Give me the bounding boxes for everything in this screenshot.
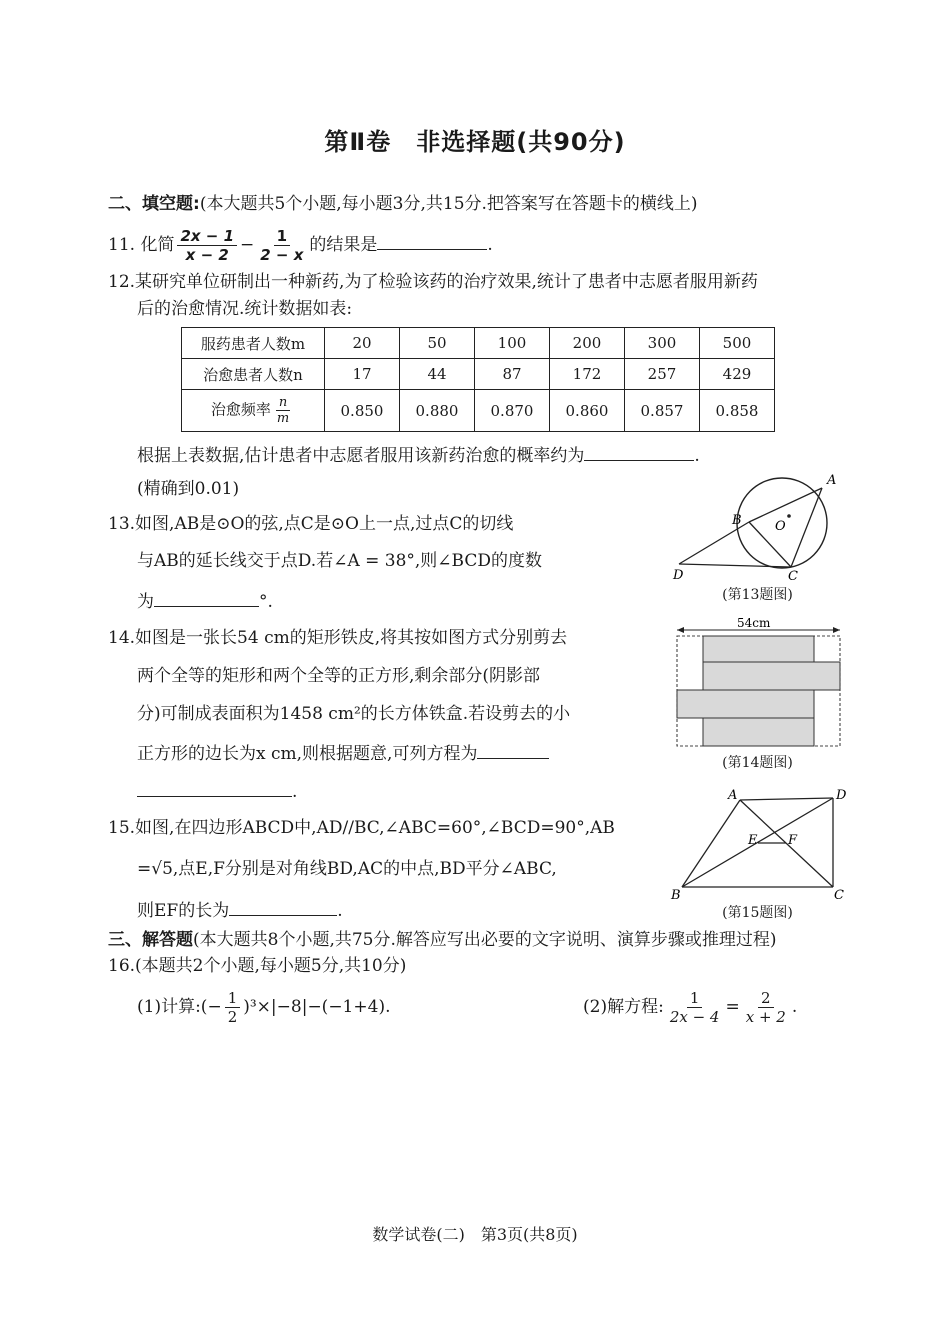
shaded-strip-3: [677, 690, 814, 718]
side-ab: [682, 800, 740, 887]
center-dot: [787, 514, 791, 518]
section3-heading: 三、解答题: [108, 930, 193, 950]
table-cell: 44: [400, 359, 475, 390]
q14-caption: (第14题图): [722, 755, 793, 771]
q11-f2-den: 2 − x: [260, 246, 304, 264]
q12-text-line1: 某研究单位研制出一种新药,为了检验该药的治疗效果,统计了患者中志愿者服用新药: [135, 272, 758, 292]
table-cell: 500: [700, 328, 775, 359]
label-a: A: [827, 473, 837, 488]
table-cell: 0.858: [700, 390, 775, 432]
label-c: C: [788, 569, 798, 584]
label-f: F: [788, 833, 798, 848]
q15-text-line2: =√5,点E,F分别是对角线BD,AC的中点,BD平分∠ABC,: [137, 859, 557, 879]
q15-line3-prefix: 则EF的长为: [137, 901, 230, 921]
section2-heading: 二、填空题:: [108, 194, 200, 214]
diagonal-bd: [682, 798, 833, 887]
q16-p1-fraction: [225, 989, 241, 1026]
segment-bd: [679, 522, 749, 564]
q16-number: 16.: [108, 956, 136, 976]
q13-text-line2: 与AB的延长线交于点D.若∠A = 38°,则∠BCD的度数: [137, 551, 542, 571]
q16-desc: (本题共2个小题,每小题5分,共10分): [135, 956, 407, 976]
q13-figure: [665, 468, 850, 603]
q16-p2-fraction-1: [667, 989, 723, 1026]
label-b: B: [732, 513, 742, 528]
q16-p2-f1-num: 1: [687, 989, 703, 1008]
row3-fraction: [274, 395, 292, 426]
table-cell: 172: [550, 359, 625, 390]
q15-number: 15.: [108, 818, 136, 838]
shaded-strip-4: [703, 718, 814, 746]
q14-line5: [137, 778, 297, 804]
q16-p2-fraction-2: [743, 989, 789, 1026]
page-footer: 数学试卷(二) 第3页(共8页): [372, 1225, 578, 1244]
q12-data-table: [181, 327, 775, 432]
q13-line3-end: °.: [259, 592, 273, 612]
table-header-cell: 服药患者人数m: [182, 328, 325, 359]
label-d: D: [836, 788, 847, 803]
q12-after-text: 根据上表数据,估计患者中志愿者服用该新药治愈的概率约为: [137, 446, 585, 466]
q16-p1-frac-num: 1: [225, 989, 241, 1008]
q15-text-line1: 如图,在四边形ABCD中,AD//BC,∠ABC=60°,∠BCD=90°,AB: [135, 818, 615, 838]
q12-text-line2: 后的治愈情况.统计数据如表:: [137, 299, 353, 319]
q16-p2-f2-den: x + 2: [745, 1008, 786, 1026]
q12-number: 12.: [108, 272, 136, 292]
table-cell: 0.880: [400, 390, 475, 432]
q14-text-line4: 正方形的边长为x cm,则根据题意,可列方程为: [137, 744, 478, 764]
table-cell: 50: [400, 328, 475, 359]
q13-answer-blank[interactable]: [154, 588, 259, 607]
table-header-cell: 治愈患者人数n: [182, 359, 325, 390]
q15-figure: [668, 784, 853, 904]
shaded-strip-2: [703, 662, 840, 690]
q13-line3: [137, 588, 273, 614]
question-11: [108, 225, 493, 265]
q14-answer-blank-2[interactable]: [137, 778, 292, 797]
side-ad: [740, 798, 833, 800]
table-cell: 200: [550, 328, 625, 359]
q11-fraction-2: [257, 227, 306, 264]
q13-caption: (第13题图): [722, 587, 793, 603]
label-b: B: [671, 888, 681, 903]
q11-end: .: [487, 235, 493, 255]
row3-frac-num: n: [276, 395, 290, 411]
q14-line4: [137, 740, 549, 766]
table-cell: 100: [475, 328, 550, 359]
q11-f1-num: 2x − 1: [177, 227, 237, 246]
q11-suffix: 的结果是: [309, 235, 378, 255]
table-row: [182, 359, 775, 390]
q14-figure: [670, 614, 850, 754]
table-row: [182, 390, 775, 432]
section-title: 第Ⅱ卷 非选择题(共90分): [324, 128, 626, 156]
label-e: E: [748, 833, 758, 848]
table-cell: 17: [325, 359, 400, 390]
q14-text-line1: 如图是一张长54 cm的矩形铁皮,将其按如图方式分别剪去: [135, 628, 568, 648]
q11-f2-num: 1: [274, 227, 290, 246]
q13-number: 13.: [108, 514, 136, 534]
q11-minus: −: [240, 235, 255, 255]
q11-number: 11.: [108, 235, 136, 255]
section2-heading-line: [108, 192, 698, 216]
q16-p2-prefix: (2)解方程:: [583, 997, 664, 1017]
q15-answer-blank[interactable]: [229, 897, 337, 916]
table-cell: 0.857: [625, 390, 700, 432]
q11-answer-blank[interactable]: [377, 231, 487, 250]
q11-fraction-1: [177, 227, 237, 264]
table-cell: 87: [475, 359, 550, 390]
q14-text-line2: 两个全等的矩形和两个全等的正方形,剩余部分(阴影部: [137, 666, 541, 686]
q15-line1: [108, 816, 615, 840]
table-row: [182, 328, 775, 359]
q15-line3-end: .: [337, 901, 343, 921]
shaded-strip-1: [703, 636, 814, 662]
section3-desc: (本大题共8个小题,共75分.解答应写出必要的文字说明、演算步骤或推理过程): [193, 930, 777, 950]
label-c: C: [834, 888, 844, 903]
arrow-left-icon: [677, 627, 684, 633]
table-cell: 0.850: [325, 390, 400, 432]
q14-line5-end: .: [292, 782, 298, 802]
q16-part1: [137, 985, 390, 1029]
q16-p1-suffix: )³×|−8|−(−1+4).: [243, 997, 391, 1017]
table-cell: 0.860: [550, 390, 625, 432]
table-cell: 429: [700, 359, 775, 390]
q14-text-line3: 分)可制成表面积为1458 cm²的长方体铁盒.若设剪去的小: [137, 704, 571, 724]
section3-heading-line: [108, 928, 777, 952]
q16-part2: [583, 985, 797, 1029]
row3-frac-den: m: [276, 411, 290, 426]
q13-line1: [108, 512, 513, 536]
q16-p2-end: .: [791, 997, 798, 1017]
q12-line1: [108, 270, 758, 294]
arrow-right-icon: [833, 627, 840, 633]
q11-prefix: 化简: [140, 235, 175, 255]
tangent-dc: [679, 564, 791, 567]
label-a: A: [728, 788, 738, 803]
q16-p2-f1-den: 2x − 4: [669, 1008, 720, 1026]
q14-number: 14.: [108, 628, 136, 648]
q11-f1-den: x − 2: [185, 246, 229, 264]
q14-answer-blank-1[interactable]: [477, 740, 549, 759]
q15-line3: [137, 897, 343, 923]
table-header-cell: [182, 390, 325, 432]
table-cell: 20: [325, 328, 400, 359]
q12-after-end: .: [694, 446, 700, 466]
dimension-label: 54cm: [737, 616, 771, 630]
q12-answer-blank[interactable]: [584, 442, 694, 461]
q16-line1: [108, 954, 406, 978]
q14-line1: [108, 626, 567, 650]
row3-label: 治愈频率: [210, 400, 271, 419]
q16-p2-eq: =: [725, 997, 740, 1017]
q13-text-line1: 如图,AB是⊙O的弦,点C是⊙O上一点,过点C的切线: [135, 514, 514, 534]
q16-p1-prefix: (1)计算:(−: [137, 997, 222, 1017]
q12-after-line1: [137, 442, 700, 468]
label-o: O: [775, 519, 786, 534]
section2-desc: (本大题共5个小题,每小题3分,共15分.把答案写在答题卡的横线上): [199, 194, 698, 214]
table-cell: 300: [625, 328, 700, 359]
table-cell: 257: [625, 359, 700, 390]
q15-caption: (第15题图): [722, 905, 793, 921]
q12-after-line2: (精确到0.01): [137, 479, 240, 499]
q16-p1-frac-den: 2: [227, 1008, 238, 1026]
label-d: D: [673, 568, 684, 583]
q13-line3-prefix: 为: [137, 592, 154, 612]
q16-p2-f2-num: 2: [758, 989, 774, 1008]
table-cell: 0.870: [475, 390, 550, 432]
